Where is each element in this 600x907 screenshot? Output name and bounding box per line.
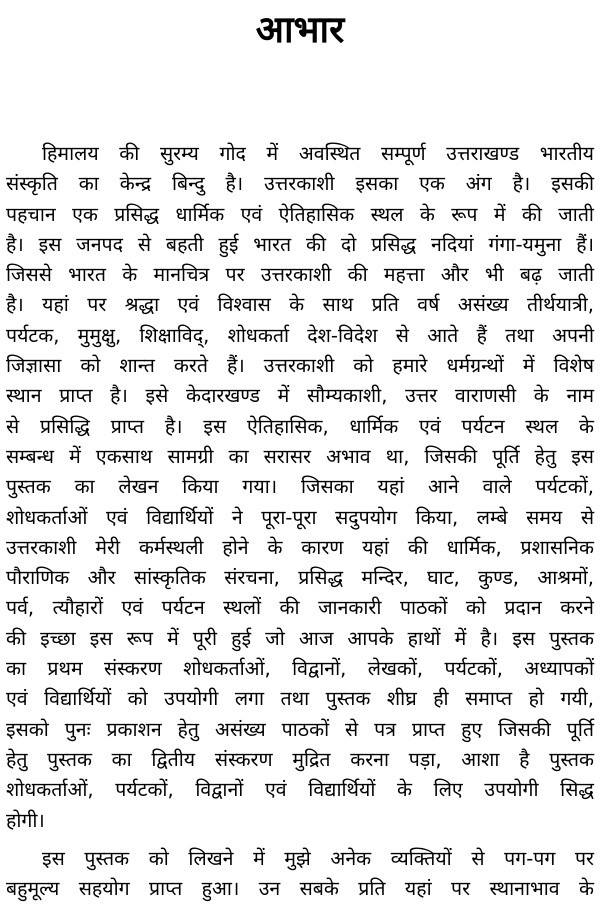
paragraph-1-line: पर्व, त्यौहारों एवं पर्यटन स्थलों की जानकारी पाठकों को प्रदान करने xyxy=(6,596,594,620)
paragraph-1-line: हेतु पुस्तक का द्वितीय संस्करण मुद्रित करना पड़ा, आशा है पुस्तक xyxy=(6,747,594,771)
paragraph-1-line: स्थान प्राप्त है। इसे केदारखण्ड में सौम्यकाशी, उत्तर वाराणसी के नाम xyxy=(6,384,594,408)
paragraph-1-line: जिससे भारत के मानचित्र पर उत्तरकाशी की महत्ता और भी बढ़ जाती xyxy=(6,263,594,287)
paragraph-1-line: हिमालय की सुरम्य गोद में अवस्थित सम्पूर्ण उत्तराखण्ड भारतीय xyxy=(42,142,594,165)
paragraph-1-line: सम्बन्ध में एकसाथ सामग्री का सरासर अभाव था, जिसकी पूर्ति हेतु इस xyxy=(6,444,594,468)
paragraph-1-line: इसको पुनः प्रकाशन हेतु असंख्य पाठकों से पत्र प्राप्त हुए जिसकी पूर्ति xyxy=(6,717,594,741)
paragraph-1-line: शोधकर्ताओं, पर्यटकों, विद्वानों एवं विद्यार्थियों के लिए उपयोगी सिद्ध xyxy=(6,778,594,802)
paragraph-1-line: पुस्तक का लेखन किया गया। जिसका यहां आने वाले पर्यटकों, xyxy=(6,475,594,499)
page-title: आभार xyxy=(255,8,345,51)
paragraph-1-line: संस्कृति का केन्द्र बिन्दु है। उत्तरकाशी इसका एक अंग है। इसकी xyxy=(6,172,594,196)
body-text xyxy=(6,139,594,904)
paragraph-1-line: पर्यटक, मुमुक्षु, शिक्षाविद्, शोधकर्ता देश-विदेश से आते हैं तथा अपनी xyxy=(6,323,594,347)
paragraph-1-line: का प्रथम संस्करण शोधकर्ताओं, विद्वानों, लेखकों, पर्यटकों, अध्यापकों xyxy=(6,657,594,681)
paragraph-1-line: उत्तरकाशी मेरी कर्मस्थली होने के कारण यहां की धार्मिक, प्रशासनिक xyxy=(6,535,594,559)
paragraph-1-line: पौराणिक और सांस्कृतिक संरचना, प्रसिद्ध मन्दिर, घाट, कुण्ड, आश्रमों, xyxy=(6,566,594,590)
paragraph-1-line: पहचान एक प्रसिद्ध धार्मिक एवं ऐतिहासिक स्थल के रूप में की जाती xyxy=(6,202,594,226)
paragraph-1-line: है। इस जनपद से बहती हुई भारत की दो प्रसिद्ध नदियां गंगा-यमुना हैं। xyxy=(6,232,594,256)
paragraph-1-line: है। यहां पर श्रद्धा एवं विश्वास के साथ प्रति वर्ष असंख्य तीर्थयात्री, xyxy=(6,293,594,317)
paragraph-1-line: एवं विद्यार्थियों को उपयोगी लगा तथा पुस्तक शीघ्र ही समाप्त हो गयी, xyxy=(6,687,594,711)
paragraph-2-line: इस पुस्तक को लिखने में मुझे अनेक व्यक्तियों से पग-पग पर xyxy=(42,846,594,870)
paragraph-gap xyxy=(6,836,594,844)
paragraph-1-line: शोधकर्ताओं एवं विद्यार्थियों ने पूरा-पूरा सदुपयोग किया, लम्बे समय से xyxy=(6,505,594,529)
paragraph-2-line: बहुमूल्य सहयोग प्राप्त हुआ। उन सबके प्रति यहां पर स्थानाभाव के xyxy=(6,877,594,901)
paragraph-1-line: जिज्ञासा को शान्त करते हैं। उत्तरकाशी को हमारे धर्मग्रन्थों में विशेष xyxy=(6,354,594,378)
paragraph-1-line: से प्रसिद्धि प्राप्त है। इस ऐतिहासिक, धार्मिक एवं पर्यटन स्थल के xyxy=(6,414,594,438)
paragraph-1-line: होगी। xyxy=(6,808,45,832)
paragraph-1-line: की इच्छा इस रूप में पूरी हुई जो आज आपके हाथों में है। इस पुस्तक xyxy=(6,626,594,650)
